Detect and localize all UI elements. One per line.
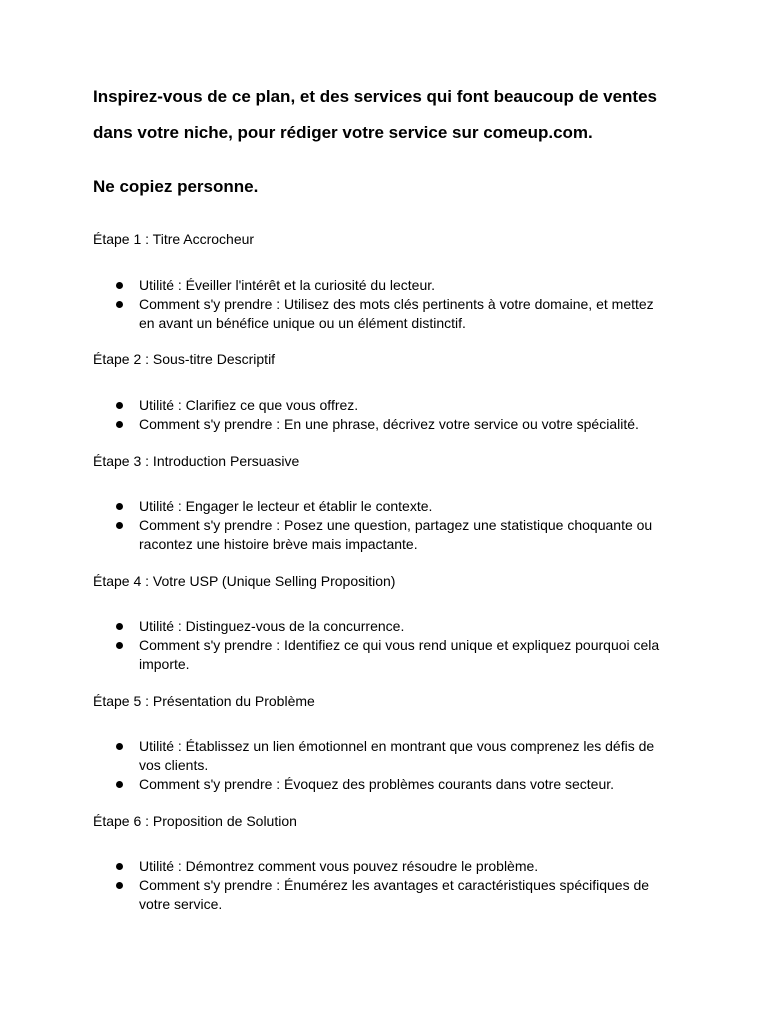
bullet-icon: [116, 781, 123, 788]
list-item: [112, 737, 672, 775]
bullet-icon: [116, 522, 123, 529]
bullet-text: Utilité : Établissez un lien émotionnel en montrant que vous comprenez les défis de vos clients.: [139, 738, 655, 773]
list-item: [112, 276, 672, 295]
bullet-icon: [116, 863, 123, 870]
step-3-bullets: [112, 497, 672, 553]
bullet-icon: [116, 623, 123, 630]
intro-line-1: Inspirez-vous de ce plan, et des services qui font beaucoup de ventes: [93, 87, 657, 106]
bullet-icon: [116, 503, 123, 510]
bullet-icon: [116, 421, 123, 428]
bullet-text: Comment s'y prendre : Évoquez des problèmes courants dans votre secteur.: [139, 775, 615, 792]
list-item: [112, 396, 672, 415]
list-item: [112, 775, 672, 794]
bullet-text: Utilité : Démontrez comment vous pouvez résoudre le problème.: [139, 858, 539, 874]
bullet-icon: [116, 882, 123, 889]
bullet-text: Utilité : Distinguez-vous de la concurrence.: [139, 618, 405, 634]
step-2-heading: Étape 2 : Sous-titre Descriptif: [93, 351, 276, 367]
step-5-heading: Étape 5 : Présentation du Problème: [93, 693, 315, 709]
bullet-icon: [116, 642, 123, 649]
list-item: [112, 295, 672, 333]
bullet-icon: [116, 402, 123, 409]
bullet-text: Comment s'y prendre : Identifiez ce qui vous rend unique et expliquez pourquoi cela importe.: [139, 636, 660, 672]
intro-line-2: dans votre niche, pour rédiger votre service sur comeup.com.: [93, 123, 593, 142]
list-item: [112, 497, 672, 516]
bullet-text: Utilité : Engager le lecteur et établir le contexte.: [139, 498, 433, 514]
step-3-heading: Étape 3 : Introduction Persuasive: [93, 453, 300, 469]
step-5-bullets: [112, 737, 672, 793]
list-item: [112, 857, 672, 876]
bullet-text: Comment s'y prendre : Posez une question, partagez une statistique choquante ou racontez une histoire brève mais impactante.: [139, 516, 653, 552]
step-1-bullets: [112, 276, 672, 332]
step-6-heading: Étape 6 : Proposition de Solution: [93, 813, 297, 829]
step-2-bullets: [112, 396, 672, 434]
bullet-text: Utilité : Clarifiez ce que vous offrez.: [139, 397, 359, 413]
bullet-text: Comment s'y prendre : En une phrase, décrivez votre service ou votre spécialité.: [139, 415, 639, 432]
step-4-bullets: [112, 617, 672, 673]
bullet-text: Utilité : Éveiller l'intérêt et la curiosité du lecteur.: [139, 277, 436, 293]
list-item: [112, 516, 672, 554]
list-item: [112, 617, 672, 636]
intro-line-3: Ne copiez personne.: [93, 177, 259, 196]
bullet-icon: [116, 282, 123, 289]
bullet-text: Comment s'y prendre : Utilisez des mots clés pertinents à votre domaine, et mettez en avant un bénéfice unique ou un élément distinctif.: [139, 295, 654, 331]
bullet-icon: [116, 743, 123, 750]
step-4-heading: Étape 4 : Votre USP (Unique Selling Proposition): [93, 573, 396, 589]
step-6-bullets: [112, 857, 672, 913]
bullet-icon: [116, 301, 123, 308]
step-1-heading: Étape 1 : Titre Accrocheur: [93, 231, 255, 247]
list-item: [112, 876, 672, 914]
bullet-text: Comment s'y prendre : Énumérez les avantages et caractéristiques spécifiques de votre service.: [139, 876, 650, 912]
list-item: [112, 636, 672, 674]
list-item: [112, 415, 672, 434]
